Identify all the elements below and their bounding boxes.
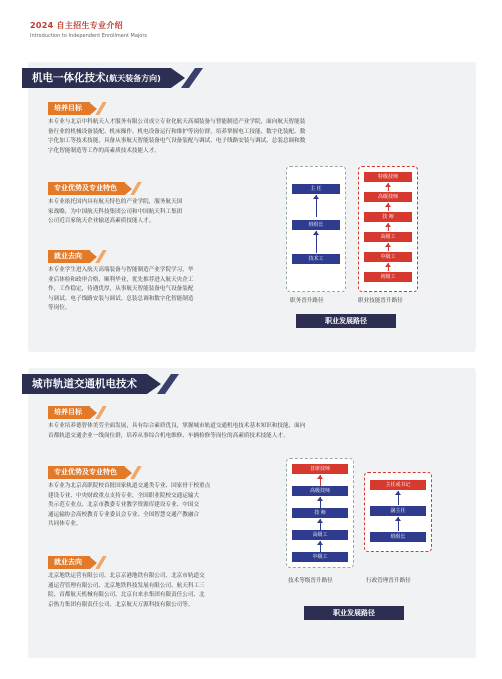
path-box-technician: 技术工 (292, 254, 340, 264)
goal-tag: 培养目标 (48, 406, 103, 419)
advantage-text: 本专业为北京高职院校首批国家轨道交通类专业、国家骨干校重点 建设专业、中央财政重点支持专业、全国职业院校交通运输大 类示范专业点、北京市教委专业教学资源库建设专业、中国交 通运输协会高校教育专业委员会专业、全国智慧交通产教融合 共同体专业。 (48, 483, 211, 528)
major-card-rail-transit (28, 368, 476, 658)
admin-path-caption: 行政管理晋升路径 (366, 578, 411, 584)
employment-text: 北京地铁运营有限公司、北京京港地铁有限公司、北京市轨道交 通运营管理有限公司、北京地铁科技发展有限公司、航天科工三 院、首都航天机械有限公司、北京自来水集团有限责任公司、北 京热力集团有限责任公司、北京航天万源科技有限公司等。 (48, 573, 205, 608)
path-box-team-leader: 班组长 (292, 220, 340, 230)
skill-box-4: 高级工 (364, 232, 412, 242)
skill-box-2: 高级技师 (364, 192, 412, 202)
employment-tag: 就业去向 (48, 556, 103, 569)
employment-text: 本专业学生进入航天高端装备与智能制造产业学院学习，毕 业后体检和政审合格，顺利毕业，优先推荐进入航天央企工 作，工作稳定，待遇优厚，从事航天智能装备电气设备装配 与调试、电子线路安装与调试、总装总调和数字化智能制造 等岗位。 (48, 267, 194, 312)
admin-box-1: 主任或书记 (370, 480, 426, 490)
header-title: 2024 自主招生专业介绍 (30, 21, 123, 30)
path-box-director: 主 任 (292, 184, 340, 194)
employment-tag: 就业去向 (48, 250, 103, 263)
advantage-tag: 专业优势及专业特色 (48, 182, 138, 195)
career-path-label: 职业发展路径 (304, 606, 404, 620)
section-title-bar (22, 68, 196, 88)
skill-box-1: 特级技师 (364, 172, 412, 182)
skill-box-6: 初级工 (364, 272, 412, 282)
header-subtitle: Introduction to Independent Enrollment Majors (30, 33, 148, 39)
section-title-bar (22, 374, 172, 394)
skill-path-caption: 职业技能晋升路径 (358, 298, 403, 304)
tech-path-caption: 技术等级晋升路径 (288, 578, 333, 584)
admin-box-2: 副主任 (370, 506, 426, 516)
goal-text: 本专业与北京中科航天人才服务有限公司成立专业化航天高端装备与智能制造产业学院，面向航天智能装 备行业的机械设备装配、机床操作、机电设备运行和维护等岗位群，培养掌握电工技能、数字化装配、数 字化加工等技术技能，具备从事航天智能装备电气设备装配与调试、电子线路安装与调试、总装总调和数 字化智能制造等工作的高素质技术技能人才。 (48, 119, 306, 154)
page-header (30, 20, 147, 39)
major-card-mechatronics (28, 62, 476, 352)
career-path-label: 职业发展路径 (296, 314, 396, 328)
tech-box-4: 高级工 (292, 530, 348, 540)
section-title: 城市轨道交通机电技术 (32, 378, 137, 390)
section-title-sub: (航天装备方向) (105, 74, 161, 83)
admin-box-3: 班组长 (370, 532, 426, 542)
position-path-caption: 职务晋升路径 (290, 298, 324, 304)
skill-box-3: 技 师 (364, 212, 412, 222)
goal-text: 本专业培养德智体美劳全面发展，具有综合素质优良，掌握城市轨道交通机电技术基本知识和技能，面向 首都轨道交通企业一线岗位群，培养从事综合机电维修、车辆检修等岗位的高素质技术技能人才。 (48, 423, 306, 439)
section-title: 机电一体化技术 (32, 72, 106, 84)
tech-box-5: 中级工 (292, 552, 348, 562)
tech-box-1: 首席技师 (292, 464, 348, 474)
skill-box-5: 中级工 (364, 252, 412, 262)
advantage-tag: 专业优势及专业特色 (48, 466, 138, 479)
tech-box-2: 高级技师 (292, 486, 348, 496)
tech-box-3: 技 师 (292, 508, 348, 518)
goal-tag: 培养目标 (48, 102, 103, 115)
advantage-text: 本专业依托国内具有航天特色的产业学院，服务航天国 家战略，为中国航天科技集团公司和中国航天科工集团 公司近百家航天企业输送高素质技能人才。 (48, 199, 183, 225)
